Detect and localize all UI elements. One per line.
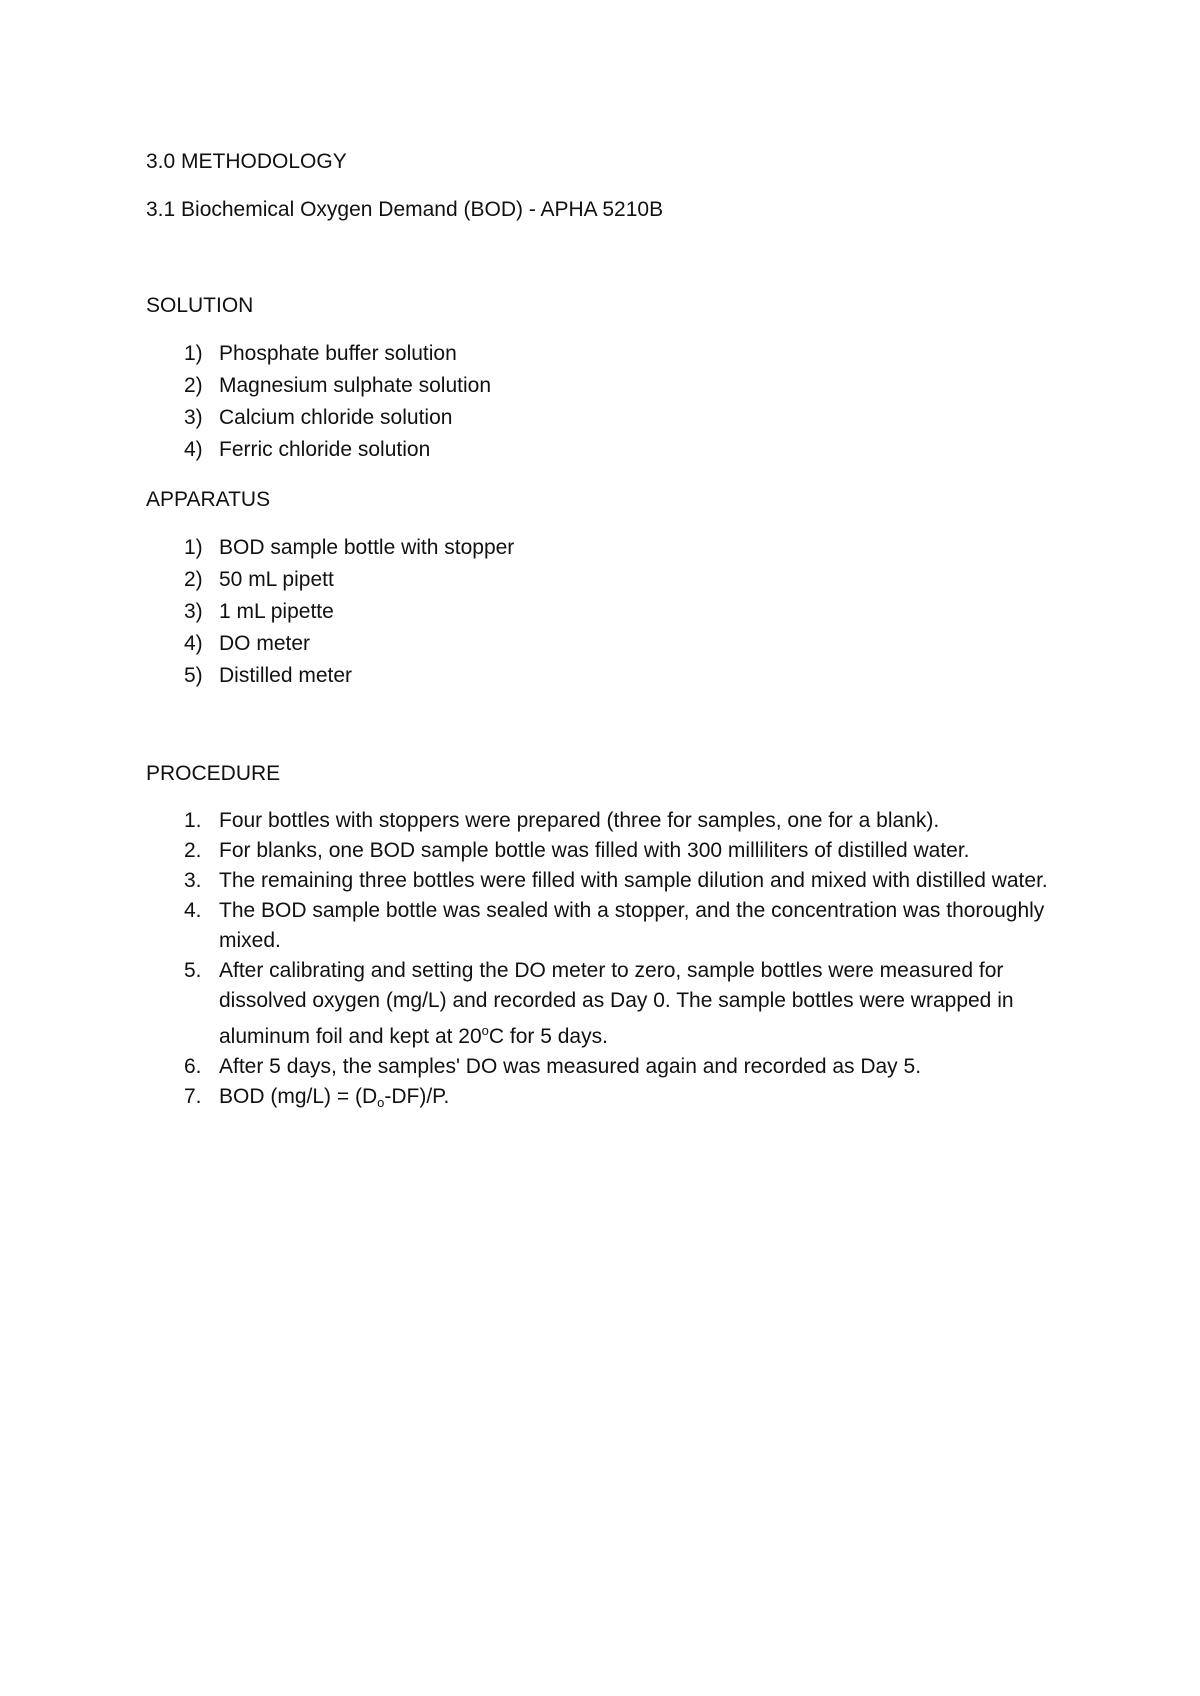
list-item-text: The BOD sample bottle was sealed with a stopper, and the concentration was thoroughly mixed. — [219, 899, 1045, 952]
list-number: 4. — [184, 899, 202, 922]
solution-list — [146, 338, 1066, 466]
degree-superscript: o — [481, 1023, 489, 1038]
list-item — [146, 806, 1066, 836]
list-item — [146, 370, 1066, 402]
list-item — [146, 836, 1066, 866]
formula-text-part: BOD (mg/L) = (D — [219, 1085, 378, 1108]
list-item-text: Ferric chloride solution — [219, 438, 431, 461]
list-item — [146, 956, 1066, 1052]
section-title: 3.0 METHODOLOGY — [146, 150, 347, 173]
list-item — [146, 596, 1066, 628]
list-number: 5) — [184, 664, 203, 687]
list-item — [146, 1052, 1066, 1082]
section-subtitle: 3.1 Biochemical Oxygen Demand (BOD) - APHA 5210B — [146, 198, 664, 221]
list-item — [146, 532, 1066, 564]
list-number: 3) — [184, 406, 203, 429]
apparatus-heading: APPARATUS — [146, 488, 271, 511]
list-number: 2) — [184, 374, 203, 397]
list-item — [146, 660, 1066, 692]
formula-text-part: -DF)/P. — [384, 1085, 450, 1108]
list-item-text: For blanks, one BOD sample bottle was filled with 300 milliliters of distilled water. — [219, 839, 970, 862]
list-number: 1) — [184, 342, 203, 365]
list-item-text: Four bottles with stoppers were prepared (three for samples, one for a blank). — [219, 809, 940, 832]
procedure-list — [146, 806, 1066, 1118]
list-item — [146, 564, 1066, 596]
list-item-text: Magnesium sulphate solution — [219, 374, 491, 397]
list-item-text-part: C for 5 days. — [488, 1025, 608, 1048]
list-item-text: 1 mL pipette — [219, 600, 334, 623]
solution-heading: SOLUTION — [146, 294, 254, 317]
list-item-text: The remaining three bottles were filled with sample dilution and mixed with distilled water. — [219, 869, 1048, 892]
list-item-text-part: After calibrating and setting the DO meter to zero, sample bottles were measured for dissolved oxygen (mg/L) and recorded as Day 0. The sample bottles were wrapped in aluminum foil and kept at 20 — [219, 959, 1014, 1048]
list-number: 3) — [184, 600, 203, 623]
list-number: 1. — [184, 809, 202, 832]
list-number: 5. — [184, 959, 202, 982]
list-item-text: Distilled meter — [219, 664, 353, 687]
procedure-heading: PROCEDURE — [146, 762, 281, 785]
list-number: 4) — [184, 632, 203, 655]
apparatus-list — [146, 532, 1066, 692]
formula-subscript: o — [377, 1095, 385, 1110]
list-item — [146, 1082, 1066, 1118]
list-number: 6. — [184, 1055, 202, 1078]
list-number: 1) — [184, 536, 203, 559]
list-item-text: Calcium chloride solution — [219, 406, 453, 429]
list-item-text: Phosphate buffer solution — [219, 342, 457, 365]
list-item-text: DO meter — [219, 632, 311, 655]
list-item-text: BOD sample bottle with stopper — [219, 536, 515, 559]
list-item-text: After 5 days, the samples' DO was measured again and recorded as Day 5. — [219, 1055, 922, 1078]
list-number: 2. — [184, 839, 202, 862]
list-item — [146, 628, 1066, 660]
list-item — [146, 434, 1066, 466]
list-item — [146, 402, 1066, 434]
list-item-text: 50 mL pipett — [219, 568, 334, 591]
list-item — [146, 896, 1066, 956]
list-number: 2) — [184, 568, 203, 591]
list-item — [146, 338, 1066, 370]
list-number: 7. — [184, 1085, 202, 1108]
list-number: 4) — [184, 438, 203, 461]
list-item — [146, 866, 1066, 896]
list-number: 3. — [184, 869, 202, 892]
